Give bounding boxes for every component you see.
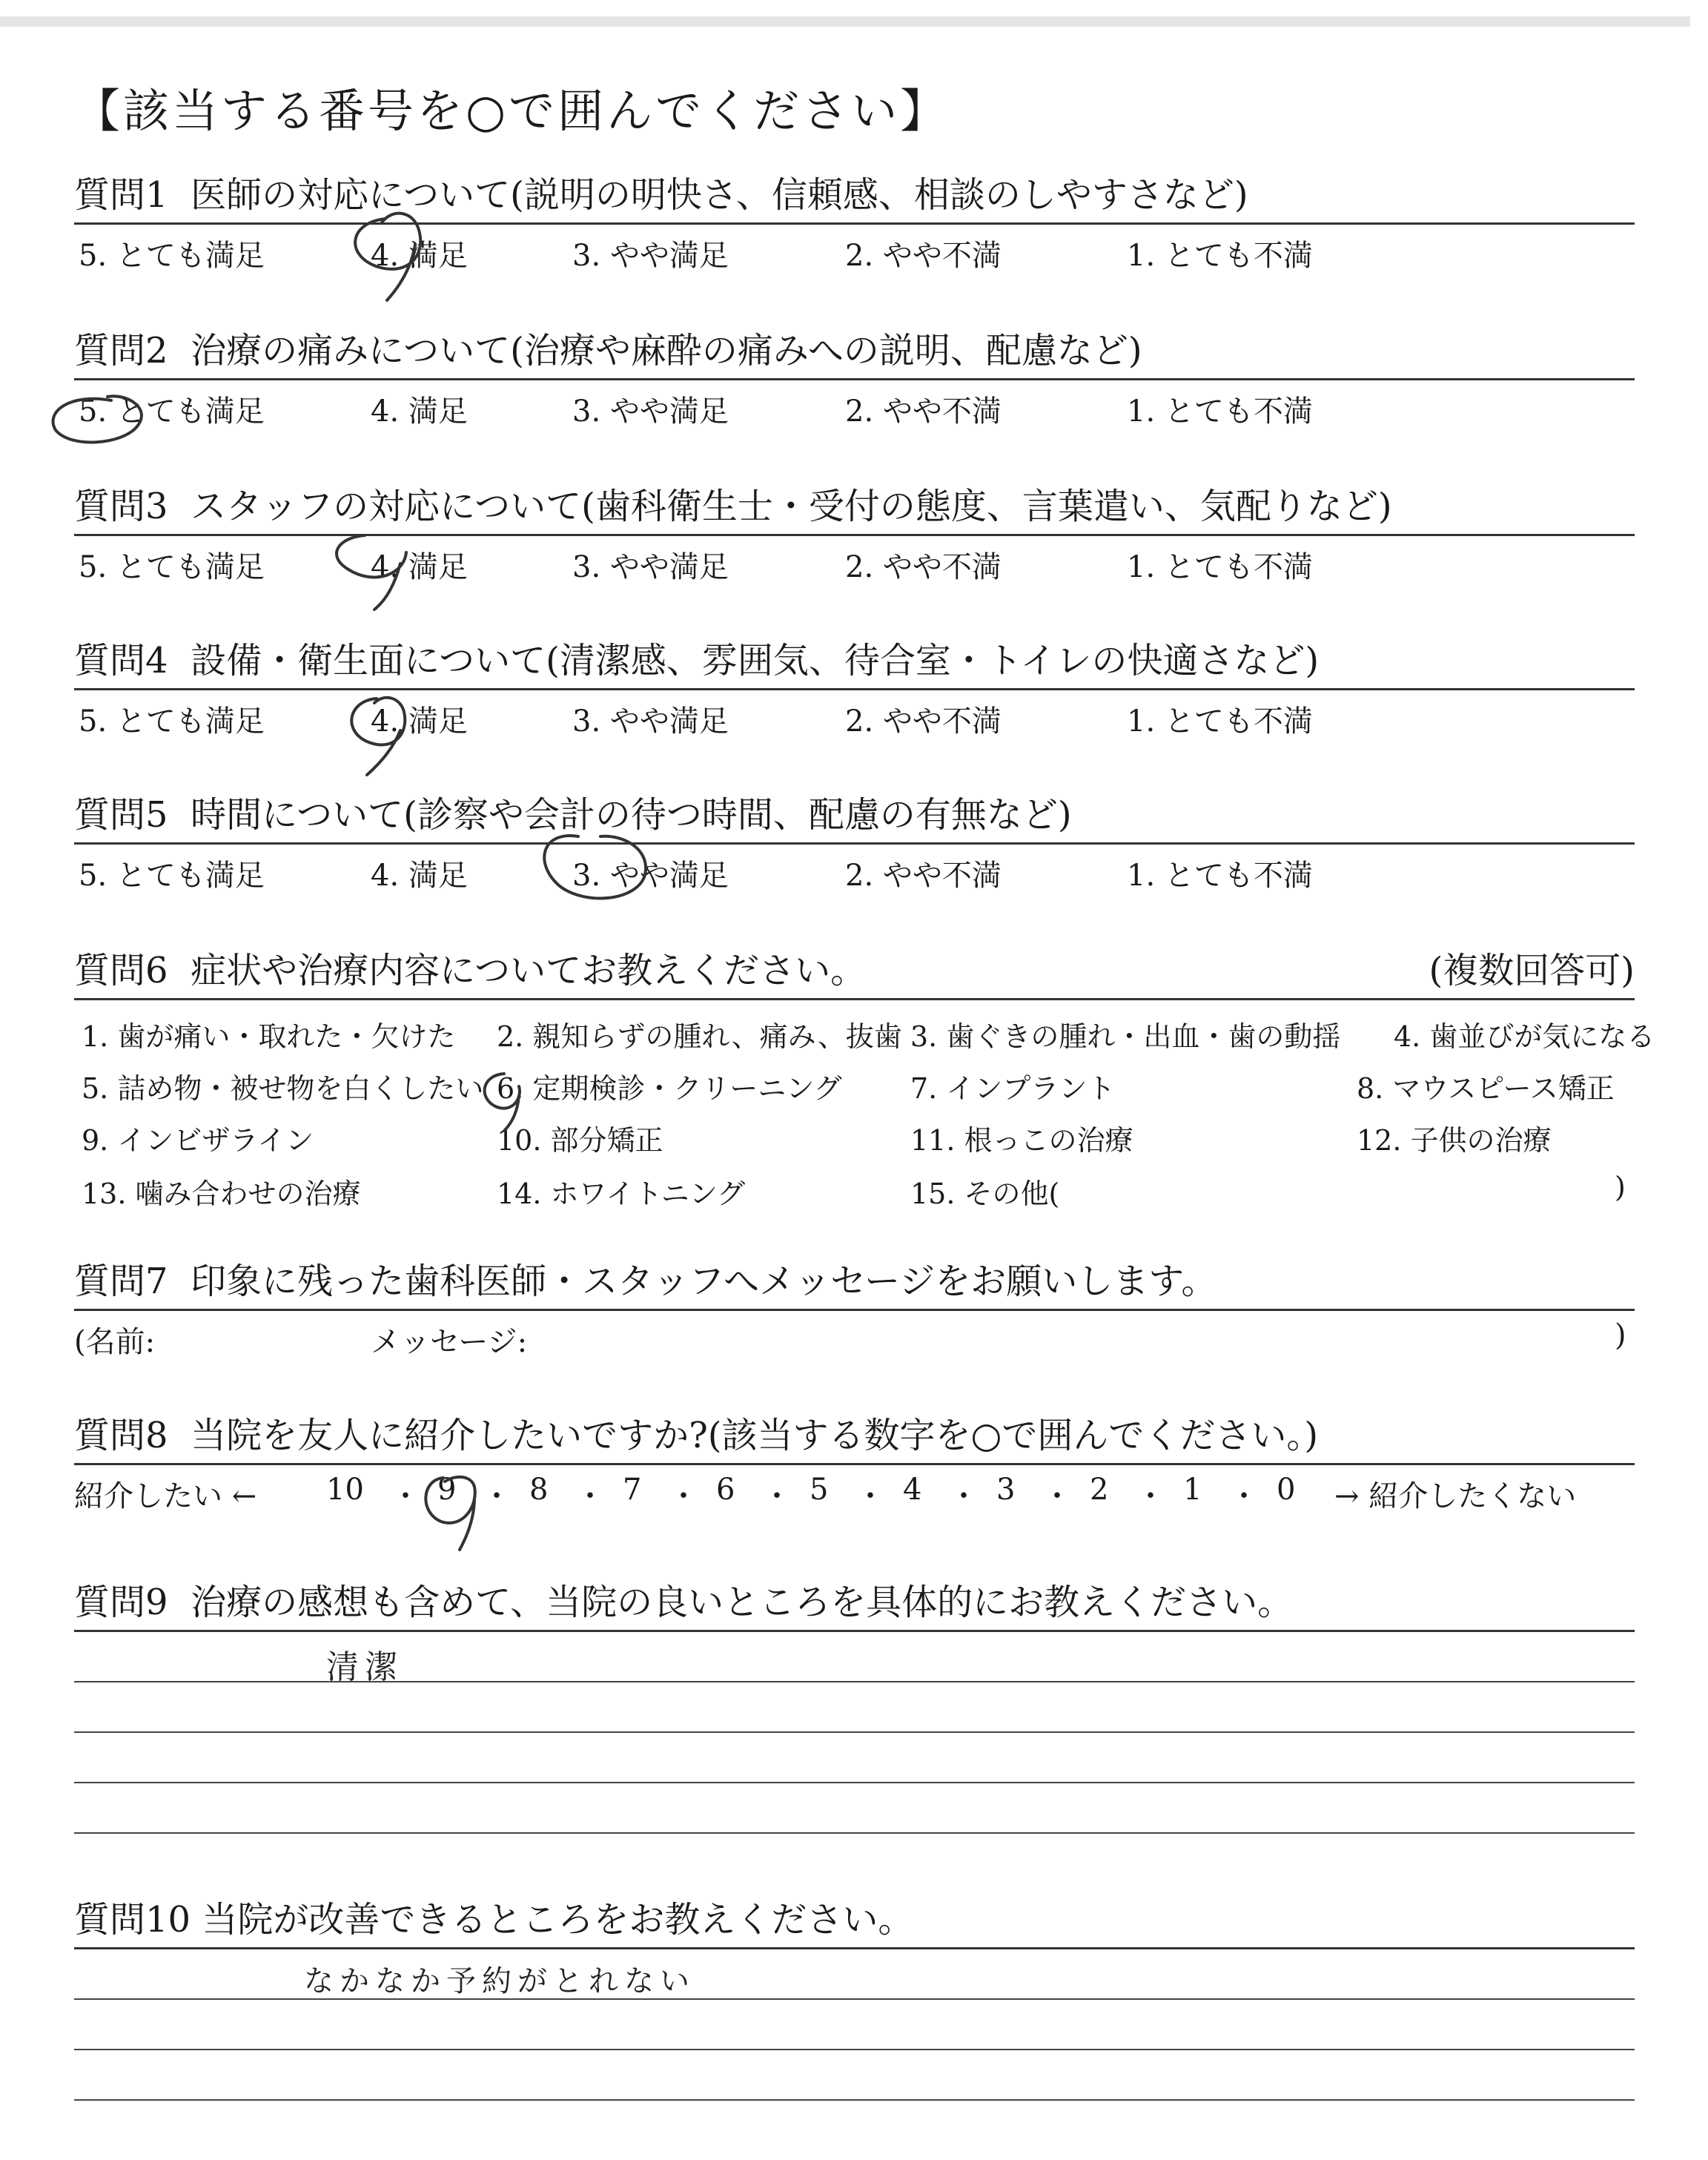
question-text: 当院を友人に紹介したいですか?(該当する数字を○で囲んでください。) [191,1415,1319,1456]
option-2[interactable]: 2. やや不満 [845,394,1002,429]
option-4[interactable]: 4. 満足 [371,859,468,893]
question-text: 医師の対応について(説明の明快さ、信頼感、相談のしやすさなど) [191,174,1248,216]
symptom-item[interactable]: 8. マウスピース矯正 [1357,1072,1615,1105]
option-5[interactable]: 5. とても満足 [79,394,265,429]
question-1 [74,171,1635,277]
option-3[interactable]: 3. やや満足 [572,394,729,429]
scale-separator: ・ [855,1479,885,1513]
symptom-item[interactable]: 13. 噛み合わせの治療 [82,1178,361,1210]
question-7-heading [74,1257,1635,1306]
symptom-item[interactable]: 1. 歯が痛い・取れた・欠けた [82,1020,456,1053]
message-label: メッセージ: [371,1325,528,1359]
scale-separator: ・ [1229,1479,1259,1513]
divider [74,1947,1635,1949]
question-label: 質問5 [74,794,168,836]
option-4[interactable]: 4. 満足 [371,394,468,429]
question-text: 治療の痛みについて(治療や麻酔の痛みへの説明、配慮など) [191,330,1142,371]
option-2[interactable]: 2. やや不満 [845,550,1002,584]
option-2[interactable]: 2. やや不満 [845,704,1002,739]
scale-separator: ・ [391,1479,420,1513]
question-3 [74,482,1635,588]
symptom-item[interactable]: 6. 定期検診・クリーニング [497,1072,842,1105]
question-label: 質問3 [74,486,168,527]
rating-options [74,536,1635,588]
handwritten-answer-q10: なかなか予約がとれない [304,1964,695,1998]
rating-options [74,690,1635,742]
symptom-item[interactable]: 10. 部分矯正 [497,1124,663,1157]
question-label: 質問2 [74,330,168,371]
question-text: スタッフの対応について(歯科衛生士・受付の態度、言葉遣い、気配りなど) [191,486,1392,527]
symptom-item[interactable]: 7. インプラント [910,1072,1116,1105]
scale-separator: ・ [482,1479,512,1513]
question-9-heading [74,1578,1635,1627]
answer-line[interactable] [74,1832,1635,1834]
question-6 [74,946,1655,1221]
symptom-item[interactable]: 9. インビザライン [82,1124,314,1157]
question-text: 印象に残った歯科医師・スタッフへメッセージをお願いします。 [191,1261,1217,1302]
scale-value[interactable]: 9 [437,1473,457,1507]
question-5 [74,790,1635,896]
option-1[interactable]: 1. とても不満 [1127,239,1313,273]
symptom-item[interactable]: 3. 歯ぐきの腫れ・出血・歯の動揺 [910,1020,1341,1053]
option-5[interactable]: 5. とても満足 [79,704,265,739]
scale-value[interactable]: 6 [716,1473,735,1507]
scale-separator: ・ [1136,1479,1165,1513]
question-4-heading [74,636,1635,685]
symptom-item[interactable]: 5. 詰め物・被せ物を白くしたい [82,1072,484,1105]
scale-value[interactable]: 1 [1183,1473,1202,1507]
question-text: 時間について(診察や会計の待つ時間、配慮の有無など) [191,794,1072,836]
option-4[interactable]: 4. 満足 [371,550,468,584]
answer-line[interactable] [74,2049,1635,2050]
symptom-checklist [74,1006,1655,1221]
question-8-heading [74,1411,1635,1460]
answer-line[interactable] [74,2099,1635,2101]
scale-value[interactable]: 0 [1277,1473,1296,1507]
question-4 [74,636,1635,742]
rating-options [74,225,1635,277]
question-label: 質問9 [74,1582,168,1623]
scale-value[interactable]: 3 [996,1473,1016,1507]
scale-value[interactable]: 7 [623,1473,642,1507]
option-3[interactable]: 3. やや満足 [572,550,729,584]
question-9 [74,1578,1635,1834]
question-text: 症状や治療内容についてお教えください。 [191,950,867,991]
scale-value[interactable]: 2 [1090,1473,1109,1507]
scan-top-edge [0,16,1690,27]
scale-separator: ・ [1042,1479,1072,1513]
option-1[interactable]: 1. とても不満 [1127,859,1313,893]
option-3[interactable]: 3. やや満足 [572,704,729,739]
option-3[interactable]: 3. やや満足 [572,239,729,273]
rating-options [74,380,1635,432]
scale-value[interactable]: 5 [810,1473,829,1507]
symptom-item[interactable]: 14. ホワイトニング [497,1178,746,1210]
question-3-heading [74,482,1635,531]
question-5-heading [74,790,1635,839]
option-1[interactable]: 1. とても不満 [1127,394,1313,429]
scale-value[interactable]: 8 [529,1473,549,1507]
question-text: 設備・衛生面について(清潔感、雰囲気、待合室・トイレの快適さなど) [191,640,1320,681]
option-4[interactable]: 4. 満足 [371,239,468,273]
symptom-item[interactable]: 15. その他( [910,1178,1060,1210]
question-text: 当院が改善できるところをお教えください。 [202,1899,914,1941]
name-label: (名前: [74,1325,156,1359]
scale-separator: ・ [762,1479,792,1513]
question-label: 質問8 [74,1415,168,1456]
page-title: 【該当する番号を○で囲んでください】 [74,84,950,138]
question-1-heading [74,171,1635,219]
option-1[interactable]: 1. とても不満 [1127,550,1313,584]
question-label: 質問4 [74,640,168,681]
symptom-item[interactable]: 12. 子供の治療 [1357,1124,1552,1157]
question-text: 治療の感想も含めて、当院の良いところを具体的にお教えください。 [191,1582,1294,1623]
other-close-paren: ) [1615,1171,1626,1203]
scale-right-label: → 紹介したくない [1334,1479,1577,1513]
question-2-heading [74,326,1635,375]
option-4[interactable]: 4. 満足 [371,704,468,739]
question-10-heading [74,1895,1635,1944]
message-close-paren: ) [1615,1318,1626,1353]
question-label: 質問7 [74,1261,168,1302]
option-5[interactable]: 5. とても満足 [79,550,265,584]
rating-options [74,845,1635,896]
question-label: 質問6 [74,950,168,991]
question-7 [74,1257,1635,1363]
scale-value[interactable]: 4 [903,1473,922,1507]
option-2[interactable]: 2. やや不満 [845,859,1002,893]
recommend-scale [74,1465,1635,1514]
divider [74,1630,1635,1632]
scale-separator: ・ [669,1479,698,1513]
message-field[interactable] [519,1318,1557,1348]
answer-line[interactable] [74,1731,1635,1733]
handwritten-answer-q9: 清潔 [326,1648,403,1686]
symptom-item[interactable]: 11. 根っこの治療 [910,1124,1133,1157]
option-2[interactable]: 2. やや不満 [845,239,1002,273]
question-6-heading [74,946,1635,995]
question-2 [74,326,1635,432]
multiple-answers-note: (複数回答可) [1429,950,1635,991]
question-label: 質問1 [74,174,168,216]
question-8 [74,1411,1635,1514]
question-label: 質問10 [74,1899,191,1941]
answer-line[interactable] [74,1681,1635,1682]
scale-value[interactable]: 10 [326,1473,364,1507]
symptom-item[interactable]: 2. 親知らずの腫れ、痛み、抜歯 [497,1020,902,1053]
answer-line[interactable] [74,1782,1635,1783]
option-5[interactable]: 5. とても満足 [79,239,265,273]
option-3[interactable]: 3. やや満足 [572,859,729,893]
divider [74,998,1635,1000]
symptom-item[interactable]: 4. 歯並びが気になる [1394,1020,1655,1053]
scale-separator: ・ [575,1479,605,1513]
scale-separator: ・ [949,1479,979,1513]
message-fields [74,1311,1635,1363]
option-5[interactable]: 5. とても満足 [79,859,265,893]
option-1[interactable]: 1. とても不満 [1127,704,1313,739]
scale-left-label: 紹介したい ← [74,1479,257,1513]
